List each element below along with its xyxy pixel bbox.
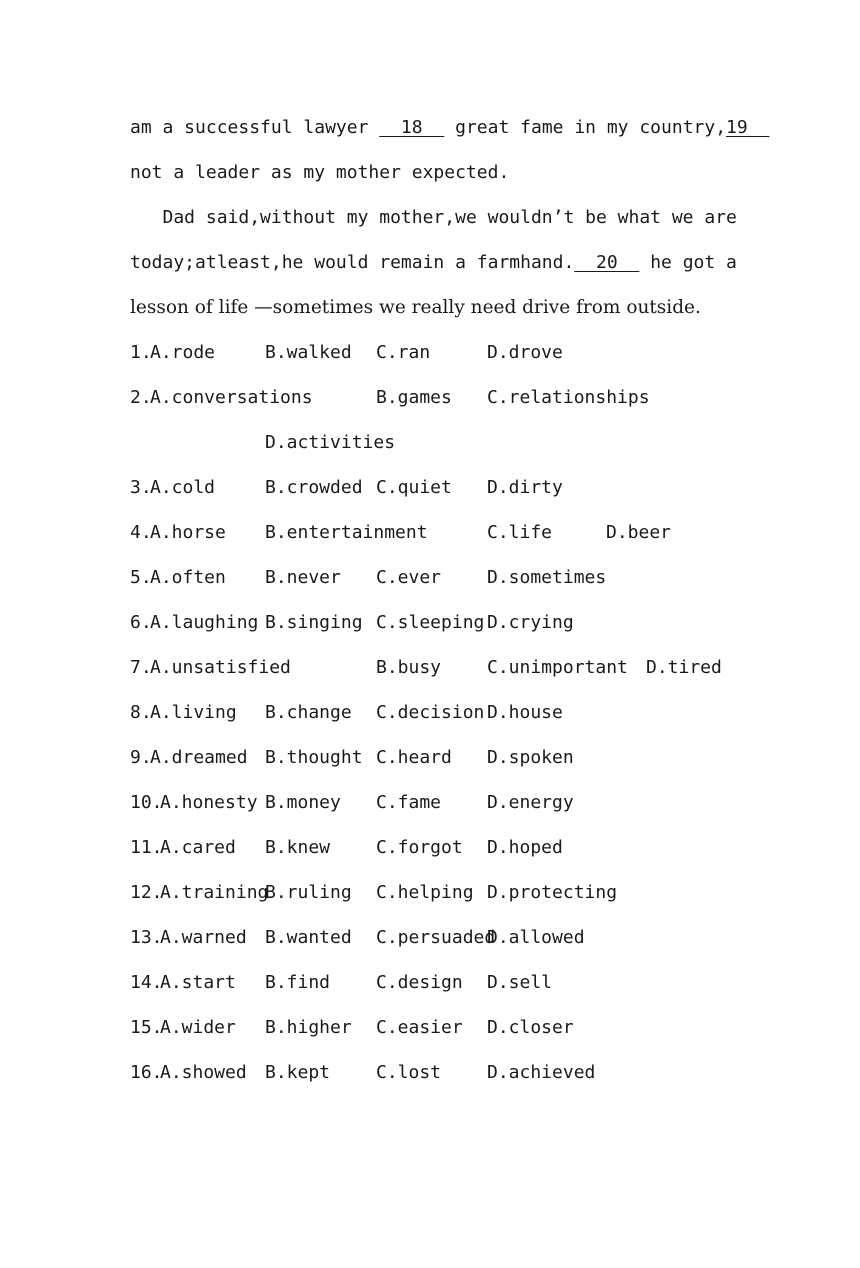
question-row [130,878,750,908]
option-a: A.training [160,882,269,903]
passage-text: today;atleast,he would remain a farmhand. [130,252,575,273]
option-b: B.find [265,972,331,993]
option-c: C.quiet [376,477,452,498]
question-number: 5. [130,567,152,588]
passage-text: great fame in my country, [444,117,727,138]
passage-text: he got a [639,252,737,273]
option-a: A.unsatisfied [150,657,291,678]
option-b: B.knew [265,837,331,858]
passage-line-5: lesson of life —sometimes we really need drive from outside. [130,297,701,318]
passage-line-2: not a leader as my mother expected. [130,162,510,183]
option-a: A.honesty [160,792,258,813]
option-b: B.crowded [265,477,363,498]
option-a: A.wider [160,1017,236,1038]
option-b: B.higher [265,1017,352,1038]
option-d: D.energy [487,792,574,813]
option-c: C.unimportant [487,657,628,678]
option-a: A.rode [150,342,216,363]
option-d: D.drove [487,342,563,363]
option-d: D.protecting [487,882,618,903]
question-row [130,518,750,548]
option-b: B.busy [376,657,442,678]
blank-18: 18 [379,117,445,138]
question-number: 12. [130,882,163,903]
question-number: 14. [130,972,163,993]
question-number: 1. [130,342,152,363]
option-a: A.living [150,702,237,723]
option-b: B.never [265,567,341,588]
question-row [130,653,750,683]
question-number: 2. [130,387,152,408]
option-d: D.spoken [487,747,574,768]
option-d: D.allowed [487,927,585,948]
option-b: B.change [265,702,352,723]
option-d: D.beer [606,522,672,543]
option-c: C.easier [376,1017,463,1038]
option-b: B.entertainment [265,522,428,543]
question-number: 8. [130,702,152,723]
question-row [130,338,750,368]
option-b: B.walked [265,342,352,363]
option-b: B.thought [265,747,363,768]
question-number: 11. [130,837,163,858]
option-d: D.closer [487,1017,574,1038]
option-a: A.dreamed [150,747,248,768]
option-b: B.money [265,792,341,813]
option-c: C.design [376,972,463,993]
option-d: D.sell [487,972,553,993]
question-row [130,833,750,863]
question-row [130,968,750,998]
option-d: D.crying [487,612,574,633]
option-d: D.house [487,702,563,723]
blank-19: 19 [726,117,770,138]
passage-line-4 [130,248,750,278]
option-c: C.relationships [487,387,650,408]
option-a: A.conversations [150,387,313,408]
question-number: 16. [130,1062,163,1083]
option-b: B.games [376,387,452,408]
option-d: D.dirty [487,477,563,498]
passage-text: am a successful lawyer [130,117,380,138]
option-a: A.cared [160,837,236,858]
blank-20: 20 [574,252,640,273]
option-b: B.ruling [265,882,352,903]
question-row [130,473,750,503]
question-row [130,698,750,728]
question-number: 3. [130,477,152,498]
option-c: C.sleeping [376,612,485,633]
option-b: B.singing [265,612,363,633]
question-number: 15. [130,1017,163,1038]
option-c: C.persuaded [376,927,496,948]
option-a: A.start [160,972,236,993]
option-c: C.life [487,522,553,543]
option-a: A.often [150,567,226,588]
passage-line-1 [130,113,770,143]
option-c: C.helping [376,882,474,903]
option-c: C.decision [376,702,485,723]
question-row [130,608,750,638]
option-d: D.tired [646,657,722,678]
option-c: C.fame [376,792,442,813]
question-number: 10. [130,792,163,813]
question-number: 4. [130,522,152,543]
question-number: 13. [130,927,163,948]
question-number: 7. [130,657,152,678]
option-c: C.ever [376,567,442,588]
question-row [130,923,750,953]
question-number: 9. [130,747,152,768]
option-b: B.kept [265,1062,331,1083]
option-a: A.horse [150,522,226,543]
question-row [130,788,750,818]
question-row-continued [130,428,750,458]
option-a: A.laughing [150,612,259,633]
option-c: C.ran [376,342,431,363]
question-row [130,1058,750,1088]
question-row [130,383,750,413]
option-c: C.forgot [376,837,463,858]
option-b: B.wanted [265,927,352,948]
option-d: D.hoped [487,837,563,858]
option-d: D.activities [265,432,396,453]
option-a: A.warned [160,927,247,948]
option-a: A.cold [150,477,216,498]
option-a: A.showed [160,1062,247,1083]
option-c: C.heard [376,747,452,768]
question-row [130,1013,750,1043]
option-d: D.sometimes [487,567,607,588]
question-row [130,563,750,593]
question-row [130,743,750,773]
passage-line-3: Dad said,without my mother,we wouldn’t be what we are [130,207,737,228]
option-d: D.achieved [487,1062,596,1083]
question-number: 6. [130,612,152,633]
option-c: C.lost [376,1062,442,1083]
